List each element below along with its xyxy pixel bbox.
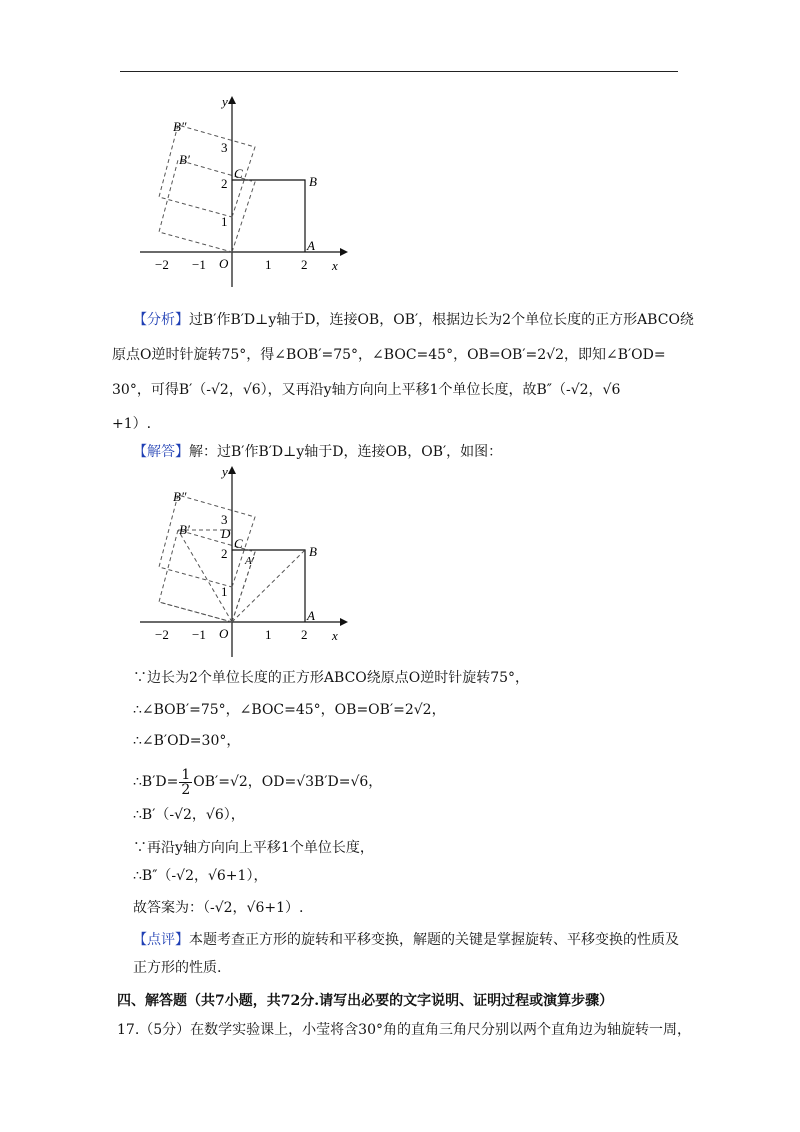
analysis-line-4: +1）. — [112, 416, 152, 432]
figure-2 — [135, 462, 365, 662]
fig1-xtick: −1 — [192, 257, 206, 272]
question-17-text: 17.（5分）在数学实验课上，小莹将含30°角的直角三角尺分别以两个直角边为轴旋转一周， — [117, 1022, 691, 1038]
fig2-point-b-double-prime: B″ — [173, 489, 187, 504]
fig1-axis-x-label: x — [332, 258, 338, 273]
fig1-point-b-prime: B′ — [179, 152, 190, 167]
fig2-point-b: B — [309, 544, 317, 559]
solution-intro-text: 解：过B′作B′D⊥y轴于D，连接OB，OB′，如图： — [189, 444, 503, 460]
solution-step-5: ∴B′（-√2，√6）， — [133, 807, 245, 823]
solution-step-4 — [133, 766, 382, 798]
fig1-origin-label: O — [219, 256, 229, 271]
solution-step-4-post: OB′=√2，OD=√3B′D=√6， — [193, 774, 383, 790]
fig1-xtick: 1 — [265, 257, 272, 272]
analysis-line-2: 原点O逆时针旋转75°，得∠BOB′=75°，∠BOC=45°，OB=OB′=2√2，即知∠B′OD= — [112, 347, 666, 363]
fig2-ytick: 1 — [221, 584, 228, 599]
fig2-ytick: 2 — [221, 546, 228, 561]
header-rule — [120, 71, 678, 72]
fig2-point-a-prime: A′ — [245, 555, 255, 567]
fig1-point-b: B — [309, 174, 317, 189]
fraction-one-half — [179, 768, 192, 797]
fig2-xtick: 1 — [265, 627, 272, 642]
fig2-point-a: A — [307, 608, 315, 623]
comment-tag: 【点评】 — [133, 932, 189, 948]
solution-answer: 故答案为：（-√2，√6+1）. — [133, 900, 304, 916]
fig1-ytick: 3 — [221, 140, 228, 155]
solution-step-6: ∵再沿y轴方向向上平移1个单位长度， — [133, 840, 374, 856]
fraction-denominator: 2 — [181, 781, 191, 798]
solution-step-1: ∵边长为2个单位长度的正方形ABCO绕原点O逆时针旋转75°， — [133, 670, 530, 686]
analysis-tag: 【分析】 — [133, 312, 189, 328]
solution-tag: 【解答】 — [133, 444, 189, 460]
fig1-ytick: 1 — [221, 214, 228, 229]
fig2-point-c: C — [234, 536, 243, 551]
figure-2-svg — [135, 462, 365, 662]
fig2-ytick: 3 — [221, 512, 228, 527]
section-heading: 四、解答题（共7小题，共72分.请写出必要的文字说明、证明过程或演算步骤） — [117, 993, 614, 1009]
solution-intro — [133, 442, 502, 462]
analysis-line-3: 30°，可得B′（-√2，√6），又再沿y轴方向向上平移1个单位长度，故B″（-√2，√6 — [112, 382, 621, 398]
fig2-origin-label: O — [219, 626, 229, 641]
solution-step-7: ∴B″（-√2，√6+1）， — [133, 868, 268, 884]
comment-line-2: 正方形的性质. — [133, 960, 222, 976]
fig2-axis-y-label: y — [222, 464, 228, 479]
solution-step-2: ∴∠BOB′=75°，∠BOC=45°，OB=OB′=2√2， — [133, 702, 446, 718]
solution-step-3: ∴∠B′OD=30°， — [133, 733, 241, 749]
fig2-point-d: D — [221, 526, 231, 541]
fig2-axis-x-label: x — [332, 628, 338, 643]
figure-1-svg — [135, 92, 365, 292]
fig1-point-a: A — [307, 238, 315, 253]
fig1-axis-y-label: y — [222, 94, 228, 109]
fraction-numerator: 1 — [181, 766, 191, 783]
analysis-text-1: 过B′作B′D⊥y轴于D，连接OB，OB′，根据边长为2个单位长度的正方形ABCO绕 — [189, 312, 694, 328]
fig1-point-c: C — [234, 166, 243, 181]
fig1-xtick: 2 — [301, 257, 308, 272]
fig2-xtick: −2 — [155, 627, 169, 642]
fig2-xtick: −1 — [192, 627, 206, 642]
figure-1 — [135, 92, 365, 292]
analysis-line-1 — [133, 310, 694, 330]
solution-step-4-pre: ∴B′D= — [133, 774, 179, 790]
fig2-xtick: 2 — [301, 627, 308, 642]
fig2-point-b-prime: B′ — [179, 522, 190, 537]
comment-line-1 — [133, 930, 679, 950]
fig1-point-b-double-prime: B″ — [173, 119, 187, 134]
fig1-xtick: −2 — [155, 257, 169, 272]
fig1-ytick: 2 — [221, 176, 228, 191]
comment-text-1: 本题考查正方形的旋转和平移变换，解题的关键是掌握旋转、平移变换的性质及 — [189, 932, 679, 948]
